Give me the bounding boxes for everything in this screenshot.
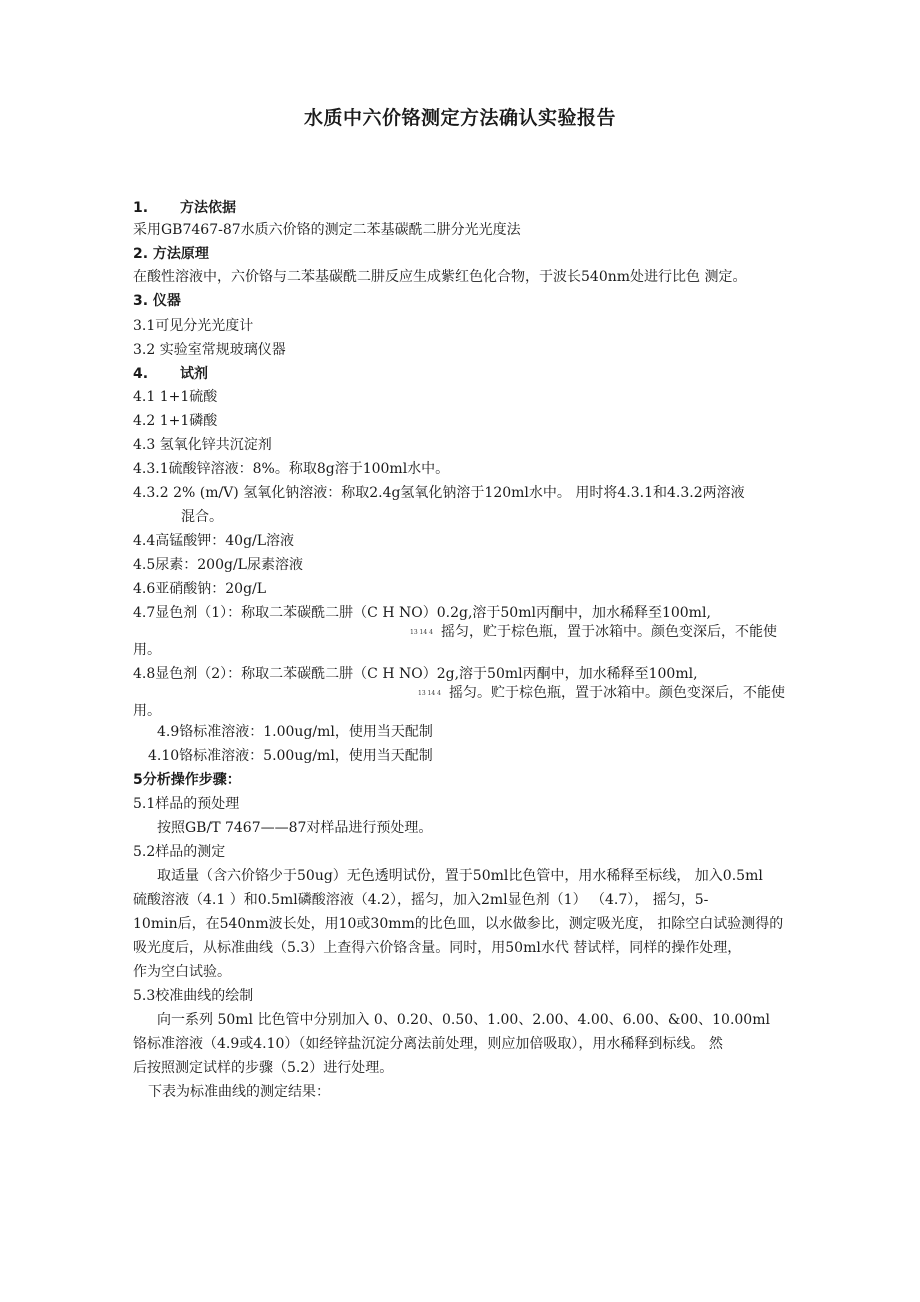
section-1-text: 采用GB7467-87水质六价铬的测定二苯基碳酰二肼分光光度法 <box>133 222 521 238</box>
reagent-4-10: 4.10铬标准溶液：5.00ug/ml，使用当天配制 <box>148 748 433 764</box>
reagent-4-8-line-1: 4.8显色剂（2）：称取二苯碳酰二肼（C H NO）2g,溶于50ml丙酮中，加水稀释至100ml, <box>133 666 698 682</box>
section-3-heading: 3. 仪器 <box>133 293 181 309</box>
reagent-4-7-line-2: 摇匀，贮于棕色瓶，置于冰箱中。颜色变深后，不能使 <box>441 624 777 640</box>
step-5-3-line-4: 下表为标准曲线的测定结果： <box>148 1084 330 1100</box>
reagent-4-6: 4.6亚硝酸钠：20g/L <box>133 581 267 597</box>
reagent-4-3-2-line-2: 混合。 <box>181 509 223 525</box>
reagent-4-7-line-1: 4.7显色剂（1）：称取二苯碳酰二肼（C H NO）0.2g,溶于50ml丙酮中，加水稀释至100ml, <box>133 605 711 621</box>
section-1-heading: 方法依据 <box>180 200 236 216</box>
section-4-heading: 试剂 <box>180 366 208 382</box>
document-title: 水质中六价铬测定方法确认实验报告 <box>303 107 616 129</box>
reagent-4-8-line-3: 用。 <box>133 703 161 719</box>
step-5-3-line-1: 向一系列 50ml 比色管中分别加入 0、0.20、0.50、1.00、2.00、4.00、6.00、&00、10.00ml <box>157 1012 770 1028</box>
reagent-4-7-line-3: 用。 <box>133 642 161 658</box>
step-5-2-line-3: 10min后，在540nm波长处，用10或30mm的比色皿，以水做参比，测定吸光度， 扣除空白试验测得的 <box>133 916 784 932</box>
step-5-2-line-2: 硫酸溶液（4.1 ）和0.5ml磷酸溶液（4.2），摇匀，加入2ml显色剂（1） （4.7）， 摇匀，5- <box>133 892 709 908</box>
step-5-1-text: 按照GB/T 7467——87对样品进行预处理。 <box>157 820 433 836</box>
step-5-3-title: 5.3校准曲线的绘制 <box>133 988 254 1004</box>
step-5-2-title: 5.2样品的测定 <box>133 844 226 860</box>
section-5-heading: 5分析操作步骤： <box>133 772 241 788</box>
step-5-3-line-2: 铬标准溶液（4.9或4.10）（如经锌盐沉淀分离法前处理，则应加倍吸取），用水稀释到标线。 然 <box>133 1036 723 1052</box>
step-5-2-line-5: 作为空白试验。 <box>133 964 231 980</box>
reagent-4-1: 4.1 1+1硫酸 <box>133 389 218 405</box>
reagent-4-8-formula-subscripts: 13 14 4 <box>418 690 441 697</box>
step-5-3-line-3: 后按照测定试样的步骤（5.2）进行处理。 <box>133 1060 394 1076</box>
reagent-4-2: 4.2 1+1磷酸 <box>133 413 218 429</box>
reagent-4-5: 4.5尿素：200g/L尿素溶液 <box>133 557 303 573</box>
section-4-number: 4. <box>133 366 149 382</box>
reagent-4-8-line-2: 摇匀。贮于棕色瓶，置于冰箱中。颜色变深后，不能使 <box>449 685 785 701</box>
section-2-text: 在酸性溶液中，六价铬与二苯基碳酰二肼反应生成紫红色化合物，于波长540nm处进行比色 测定。 <box>133 269 747 285</box>
step-5-2-line-4: 吸光度后，从标准曲线（5.3）上查得六价铬含量。同时，用50ml水代 替试样，同样的操作处理， <box>133 940 742 956</box>
reagent-4-4: 4.4高锰酸钾：40g/L溶液 <box>133 533 295 549</box>
section-2-heading: 2. 方法原理 <box>133 246 209 262</box>
step-5-2-line-1: 取适量（含六价铬少于50ug）无色透明试份，置于50ml比色管中，用水稀释至标线， 加入0.5ml <box>157 868 763 884</box>
reagent-4-3-2-line-1: 4.3.2 2% (m/V) 氢氧化钠溶液：称取2.4g氢氧化钠溶于120ml水中。 用时将4.3.1和4.3.2两溶液 <box>133 485 745 501</box>
section-3-item-2: 3.2 实验室常规玻璃仪器 <box>133 342 286 358</box>
section-3-item-1: 3.1可见分光光度计 <box>133 318 254 334</box>
reagent-4-3: 4.3 氢氧化锌共沉淀剂 <box>133 437 272 453</box>
section-1-number: 1. <box>133 200 149 216</box>
reagent-4-3-1: 4.3.1硫酸锌溶液：8%。称取8g溶于100ml水中。 <box>133 461 450 477</box>
reagent-4-7-formula-subscripts: 13 14 4 <box>410 629 433 636</box>
step-5-1-title: 5.1样品的预处理 <box>133 796 240 812</box>
reagent-4-9: 4.9铬标准溶液：1.00ug/ml，使用当天配制 <box>157 724 433 740</box>
